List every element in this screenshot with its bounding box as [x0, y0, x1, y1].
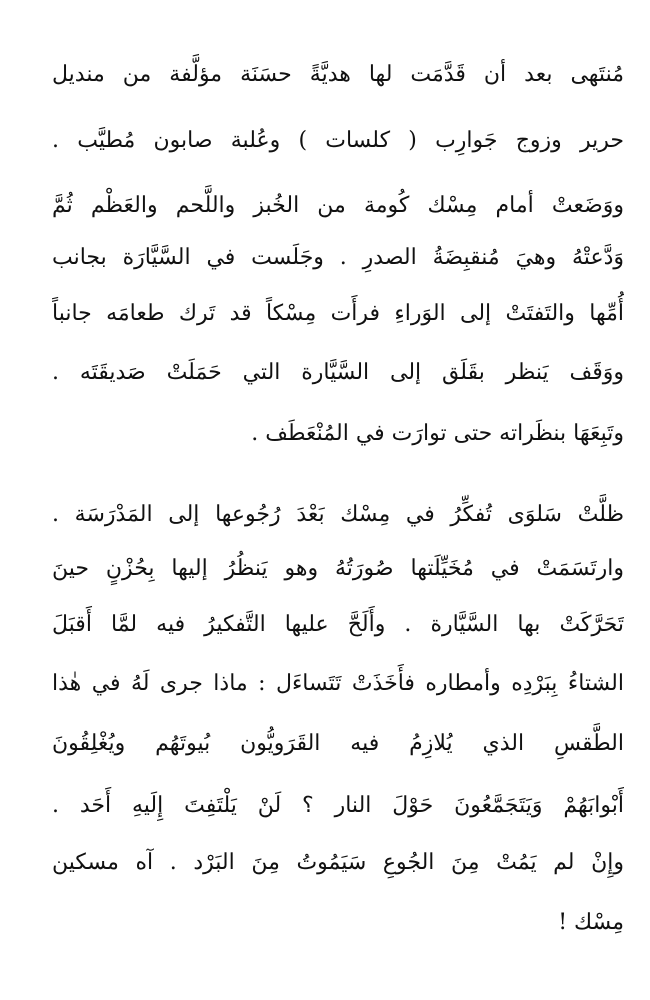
paragraph-1-line-6: ووَقَف يَنظر بقَلَق إلى السَّيَّارة التي حَمَلَتْ صَديقَتَه . — [52, 360, 624, 385]
paragraph-2-line-3: تَحَرَّكَتْ بها السَّيَّارة . وأَلَحَّ عليها التَّفكيرُ فيه لمَّا أَقبَلَ — [52, 612, 624, 637]
paragraph-1-line-1: مُنتَهى بعد أن قَدَّمَت لها هديَّةً حسَنَة مؤلَّفة من منديل — [52, 62, 624, 87]
paragraph-2-line-1: ظلَّتْ سَلوَى تُفكِّرُ في مِسْك بَعْدَ رُجُوعها إلى المَدْرَسَة . — [52, 502, 624, 527]
paragraph-2-line-8: مِسْك ! — [558, 910, 624, 935]
paragraph-2-line-4: الشتاءُ بِبَرْدِه وأمطاره فأَخَذَتْ تَتَساءَل : ماذا جرى لَهُ في هٰذا — [52, 671, 624, 696]
paragraph-2-line-5: الطَّقسِ الذي يُلازِمُ فيه القَرَويُّون بُيوتَهُم ويُغْلِقُونَ — [52, 731, 624, 756]
paragraph-1-line-7: وتَبِعَهَا بنظَراته حتى توارَت في المُنْعَطَف . — [251, 421, 624, 446]
paragraph-2-line-2: وارتَسَمَتْ في مُخَيِّلَتها صُورَتُهُ وهو يَنظُرُ إليها بِحُزْنٍ حينَ — [52, 556, 624, 581]
paragraph-2-line-6: أَبْوابَهُمْ وَيَتَجَمَّعُونَ حَوْلَ النار ؟ لَنْ يَلْتَفِتَ إِلَيهِ أَحَد . — [52, 793, 624, 818]
paragraph-1-line-2: حرير وزوج جَوارِب ( كلسات ) وعُلبة صابون مُطيَّب . — [52, 128, 624, 153]
paragraph-2-line-7: وإِنْ لم يَمُتْ مِنَ الجُوعِ سَيَمُوتُ مِنَ البَرْد . آه مسكين — [52, 850, 624, 875]
paragraph-1-line-3: ووَضَعتْ أمام مِسْك كُومة من الخُبز واللَّحم والعَظْم ثُمَّ — [52, 193, 624, 218]
paragraph-1-line-4: وَدَّعتْهُ وهيَ مُنقبِضَةُ الصدرِ . وجَلَست في السَّيَّارَة بجانب — [52, 245, 624, 270]
paragraph-1-line-5: أُمِّها والتَفتَتْ إلى الوَراءِ فرأَت مِسْكاً قد تَرك طعامَه جانباً — [52, 301, 624, 326]
